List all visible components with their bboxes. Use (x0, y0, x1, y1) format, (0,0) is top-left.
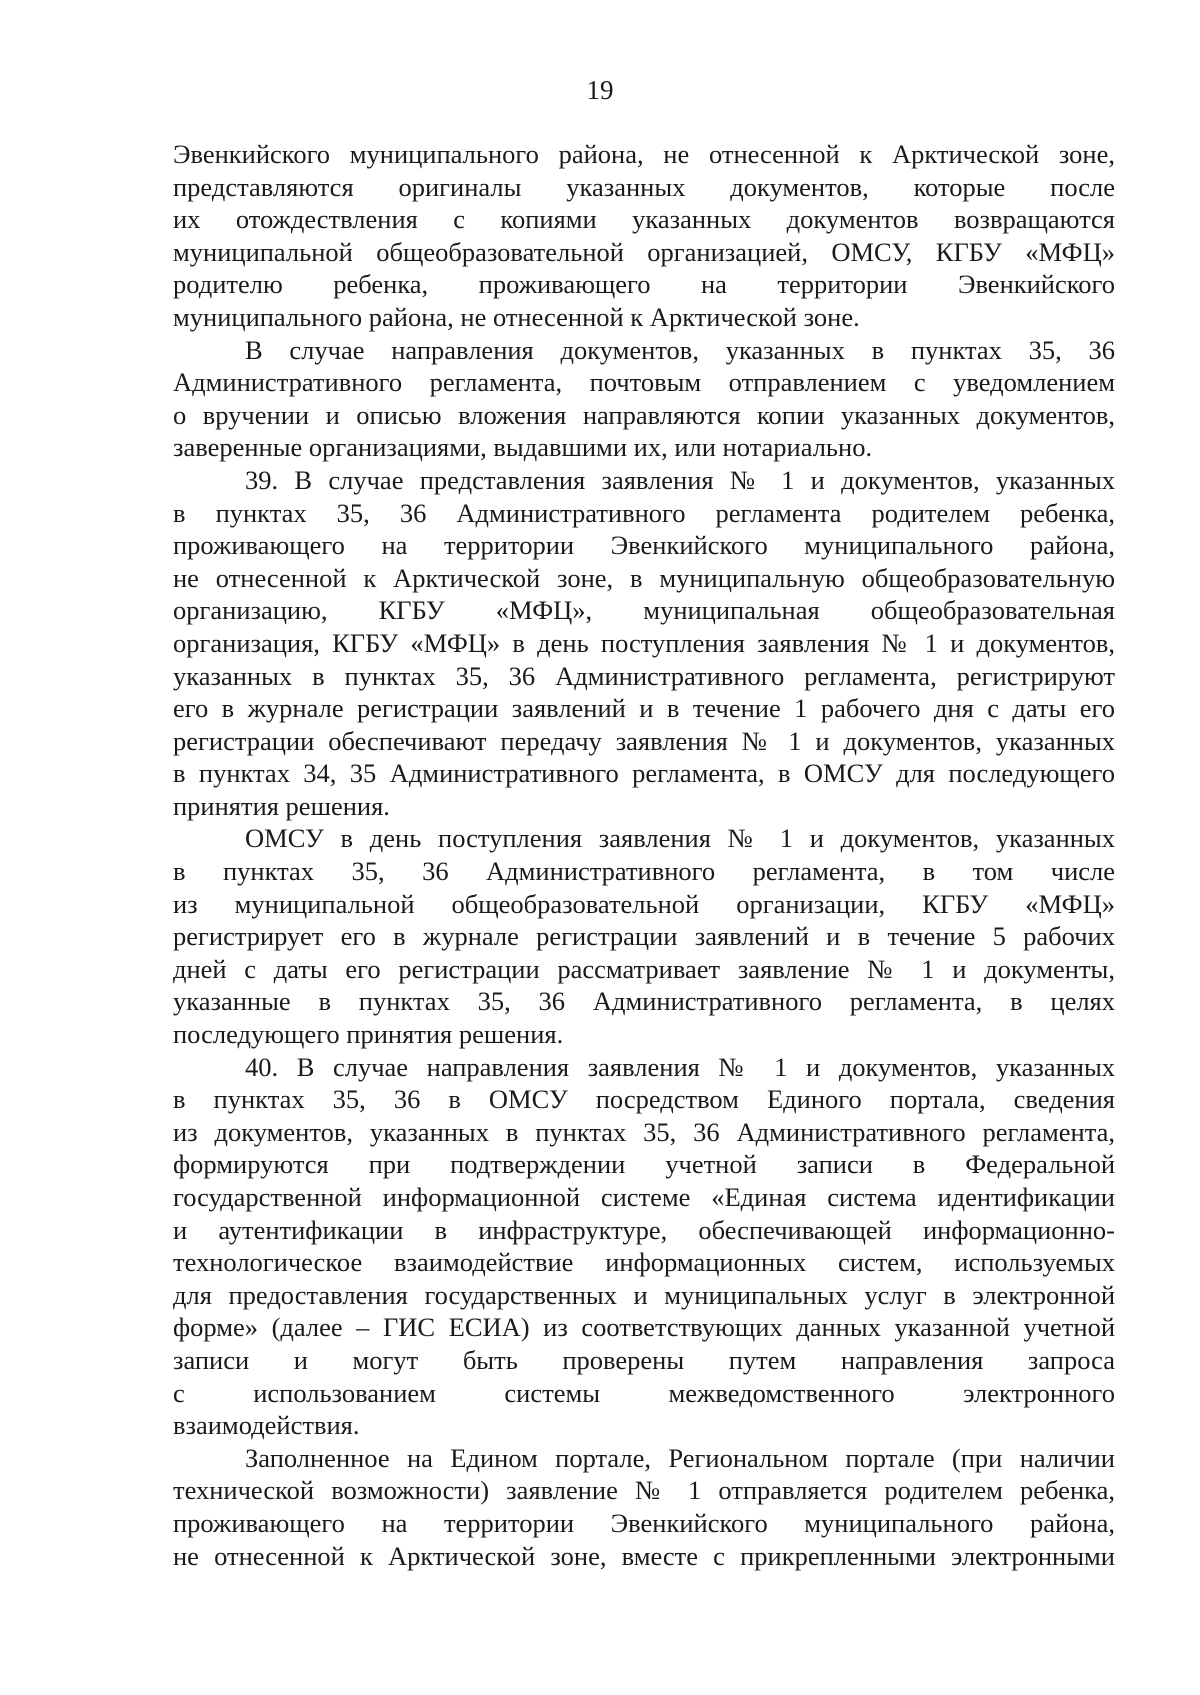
text-line: муниципального района, не отнесенной к Арктической зоне. (173, 301, 860, 332)
text-line: 39. В случае представления заявления № 1 и документов, указанных (245, 464, 1115, 495)
text-line: организация, КГБУ «МФЦ» в день поступления заявления № 1 и документов, (173, 627, 1115, 658)
text-line: их отождествления с копиями указанных документов возвращаются (173, 204, 1115, 235)
text-line: о вручении и описью вложения направляются копии указанных документов, (173, 399, 1115, 430)
text-line: из документов, указанных в пунктах 35, 36 Административного регламента, (173, 1116, 1115, 1147)
text-line: для предоставления государственных и муниципальных услуг в электронной (173, 1279, 1115, 1310)
text-line: записи и могут быть проверены путем направления запроса (173, 1344, 1115, 1375)
document-body (173, 138, 1115, 1572)
page-number: 19 (586, 75, 614, 105)
text-line: проживающего на территории Эвенкийского муниципального района, (173, 1507, 1115, 1538)
text-line: не отнесенной к Арктической зоне, в муниципальную общеобразовательную (173, 562, 1115, 593)
text-line: не отнесенной к Арктической зоне, вместе с прикрепленными электронными (173, 1540, 1115, 1571)
text-line: в пунктах 35, 36 Административного регламента, в том числе (173, 856, 1115, 887)
text-line: организацию, КГБУ «МФЦ», муниципальная общеобразовательная (173, 595, 1115, 626)
text-line: родителю ребенка, проживающего на территории Эвенкийского (173, 269, 1115, 300)
text-line: проживающего на территории Эвенкийского муниципального района, (173, 530, 1115, 561)
text-line: формируются при подтверждении учетной записи в Федеральной (173, 1149, 1115, 1180)
text-line: дней с даты его регистрации рассматривает заявление № 1 и документы, (173, 953, 1115, 984)
text-line: принятия решения. (173, 790, 390, 821)
text-line: ОМСУ в день поступления заявления № 1 и документов, указанных (245, 823, 1115, 854)
text-line: 40. В случае направления заявления № 1 и документов, указанных (245, 1051, 1115, 1082)
text-line: муниципальной общеобразовательной организацией, ОМСУ, КГБУ «МФЦ» (173, 236, 1115, 267)
text-line: технологическое взаимодействие информационных систем, используемых (173, 1247, 1115, 1278)
text-line: указанных в пунктах 35, 36 Административного регламента, регистрируют (173, 660, 1115, 691)
text-line: в пунктах 35, 36 в ОМСУ посредством Единого портала, сведения (173, 1084, 1115, 1115)
text-line: последующего принятия решения. (173, 1019, 564, 1050)
text-line: представляются оригиналы указанных документов, которые после (173, 171, 1115, 202)
text-line: в пунктах 34, 35 Административного регламента, в ОМСУ для последующего (173, 758, 1115, 789)
text-line: Заполненное на Едином портале, Региональном портале (при наличии (245, 1442, 1115, 1473)
text-line: указанные в пунктах 35, 36 Административного регламента, в целях (173, 986, 1115, 1017)
text-line: с использованием системы межведомственного электронного (173, 1377, 1115, 1408)
text-line: из муниципальной общеобразовательной организации, КГБУ «МФЦ» (173, 888, 1115, 919)
text-line: В случае направления документов, указанных в пунктах 35, 36 (245, 334, 1115, 365)
text-line: и аутентификации в инфраструктуре, обеспечивающей информационно- (173, 1214, 1115, 1245)
text-line: государственной информационной системе «Единая система идентификации (173, 1182, 1115, 1212)
text-line: заверенные организациями, выдавшими их, или нотариально. (173, 432, 873, 463)
text-line: технической возможности) заявление № 1 отправляется родителем ребенка, (173, 1475, 1115, 1506)
text-line: Эвенкийского муниципального района, не отнесенной к Арктической зоне, (173, 139, 1115, 169)
text-line: регистрации обеспечивают передачу заявления № 1 и документов, указанных (173, 725, 1115, 756)
text-line: Административного регламента, почтовым отправлением с уведомлением (173, 367, 1115, 398)
text-line: в пунктах 35, 36 Административного регламента родителем ребенка, (173, 497, 1115, 528)
text-line: взаимодействия. (173, 1410, 360, 1441)
text-line: его в журнале регистрации заявлений и в течение 1 рабочего дня с даты его (173, 693, 1115, 724)
text-line: регистрирует его в журнале регистрации заявлений и в течение 5 рабочих (173, 921, 1115, 952)
text-line: форме» (далее – ГИС ЕСИА) из соответствующих данных указанной учетной (173, 1312, 1115, 1343)
